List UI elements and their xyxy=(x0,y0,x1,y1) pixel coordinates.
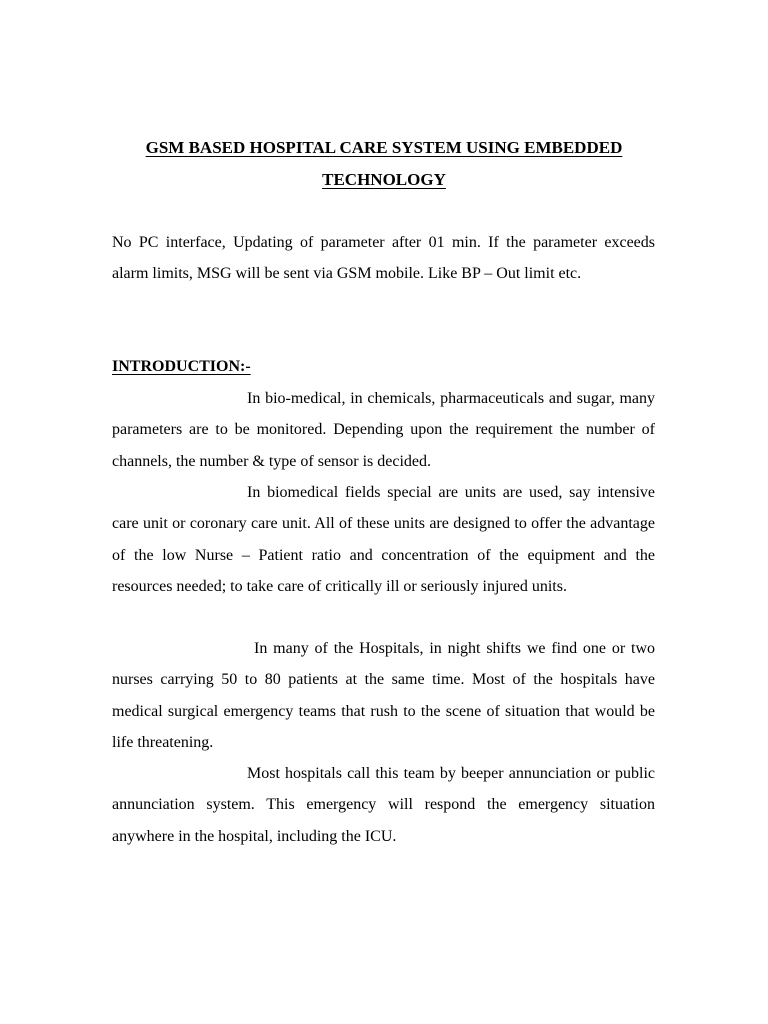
intro-paragraph-4: Most hospitals call this team by beeper annunciation or public annunciation system. This emergency will respond the emergency situation anywhere in the hospital, including the ICU. xyxy=(112,765,655,845)
intro-paragraph-3: In many of the Hospitals, in night shifts we find one or two nurses carrying 50 to 80 patients at the same time. Most of the hospitals have medical surgical emergency teams that rush to the scene of situation that would be life threatening. xyxy=(112,640,655,751)
introduction-heading: INTRODUCTION:- xyxy=(112,358,251,375)
intro-paragraph-2: In biomedical fields special are units are used, say intensive care unit or coronary care unit. All of these units are designed to offer the advantage of the low Nurse – Patient ratio and concentration of the equipment and the resources needed; to take care of critically ill or seriously injured units. xyxy=(112,484,655,595)
document-title: GSM BASED HOSPITAL CARE SYSTEM USING EMBEDDED TECHNOLOGY xyxy=(145,138,623,189)
intro-paragraph-1: In bio-medical, in chemicals, pharmaceuticals and sugar, many parameters are to be monitored. Depending upon the requirement the number of channels, the number & type of sensor is decided. xyxy=(112,390,655,470)
summary-paragraph: No PC interface, Updating of parameter after 01 min. If the parameter exceeds alarm limits, MSG will be sent via GSM mobile. Like BP – Out limit etc. xyxy=(112,234,655,283)
